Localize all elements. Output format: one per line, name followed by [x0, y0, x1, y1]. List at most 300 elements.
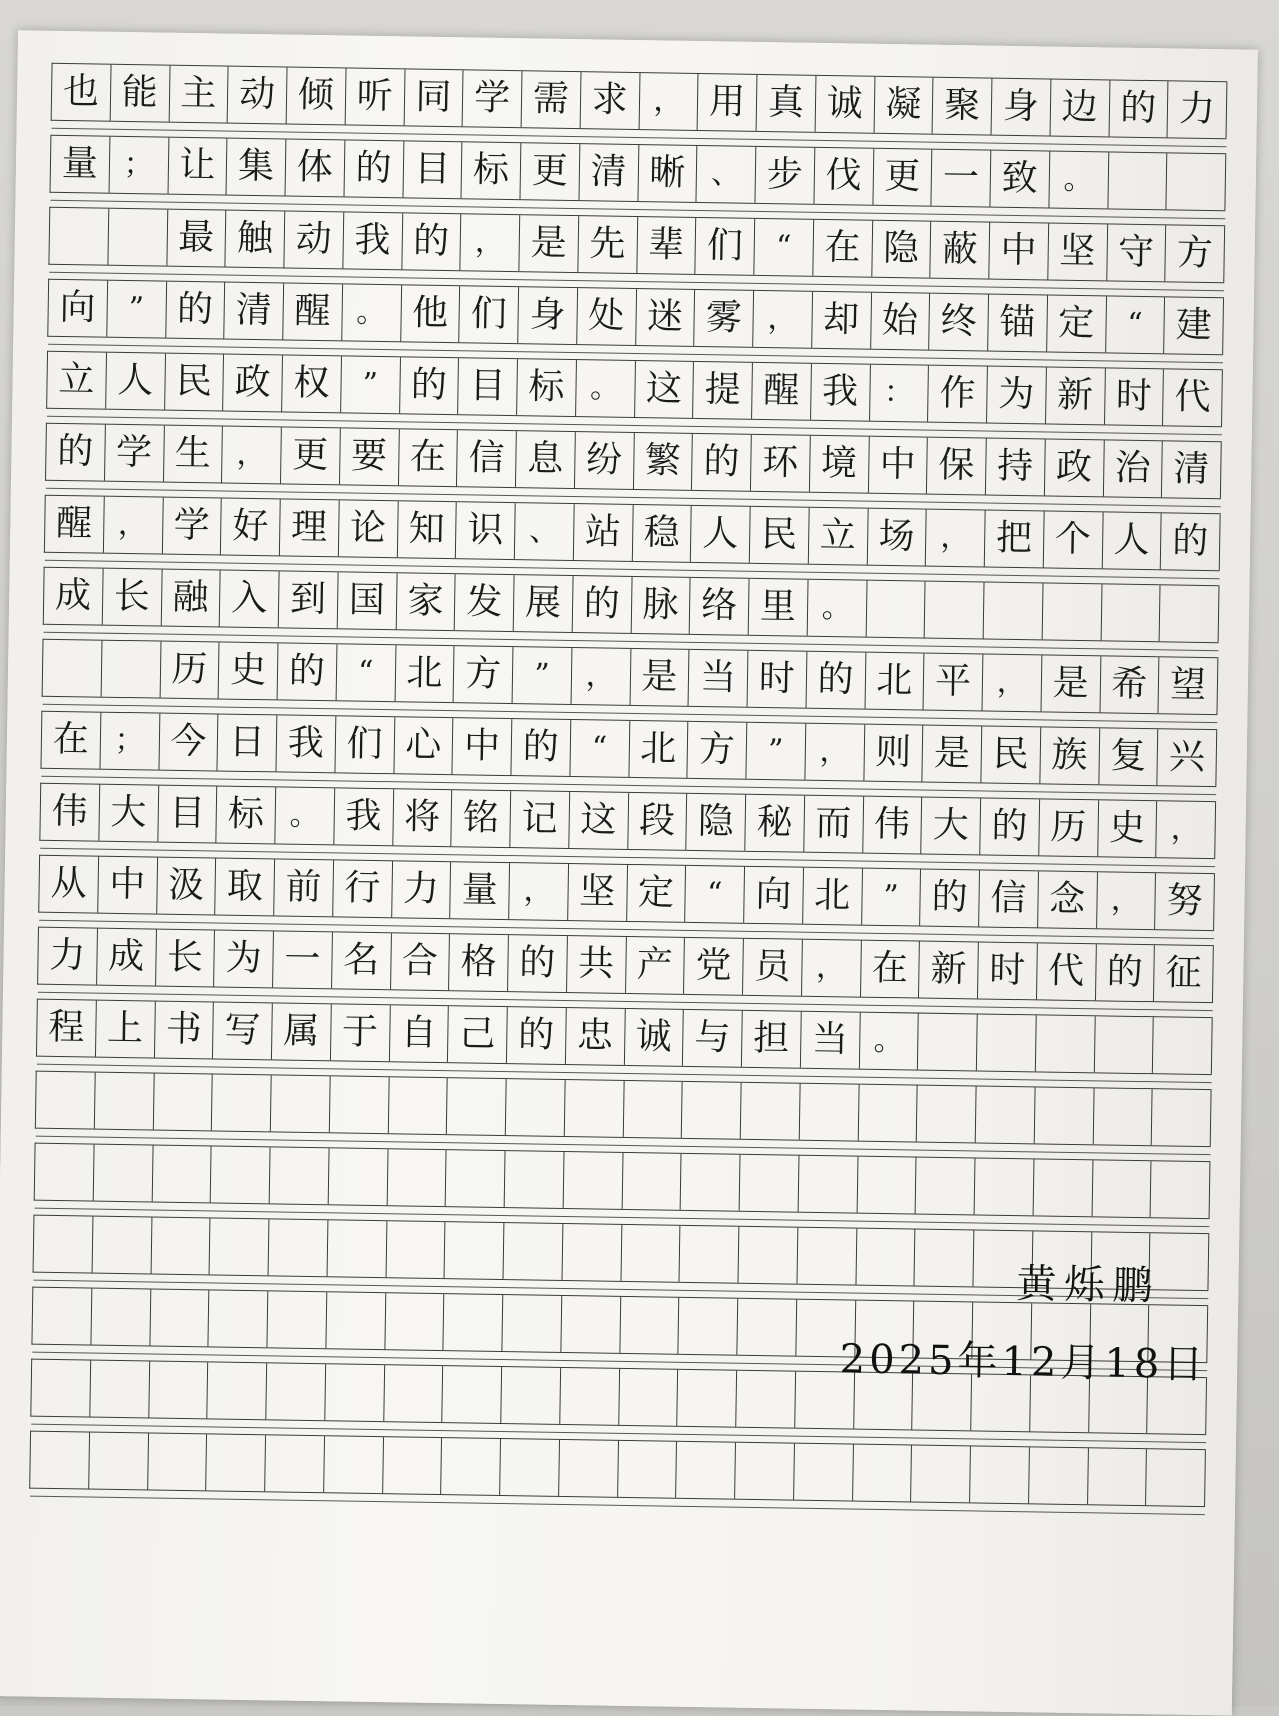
grid-cell: 的	[1095, 944, 1155, 1001]
grid-cell: 长	[156, 930, 216, 987]
grid-cell: ，	[104, 497, 164, 554]
grid-cell: 当	[689, 650, 749, 707]
grid-cell: 国	[337, 572, 397, 629]
grid-cell: 中	[989, 223, 1049, 280]
grid-cell: 向	[744, 867, 804, 924]
grid-cell	[676, 1442, 736, 1499]
grid-cell: 治	[1103, 440, 1163, 497]
grid-cell: 取	[215, 858, 275, 915]
grid-cell: 的	[402, 213, 462, 270]
grid-cell: 。	[275, 787, 335, 844]
grid-cell: 于	[331, 1004, 391, 1061]
grid-row	[45, 423, 1222, 499]
grid-cell: 息	[516, 431, 576, 488]
grid-cell: 前	[274, 859, 334, 916]
grid-cell: 脉	[631, 577, 691, 634]
grid-cell: 时	[1105, 368, 1165, 425]
grid-cell: ；	[109, 137, 169, 194]
grid-cell: 需	[522, 71, 582, 128]
grid-cell: 环	[751, 435, 811, 492]
grid-cell	[383, 1437, 443, 1494]
grid-cell: 成	[97, 929, 157, 986]
grid-cell: 晰	[638, 145, 698, 202]
grid-cell	[35, 1144, 95, 1201]
grid-cell	[925, 582, 985, 639]
grid-cell	[1093, 1088, 1153, 1145]
grid-cell	[1088, 1448, 1148, 1505]
grid-cell	[917, 1086, 977, 1143]
grid-row	[42, 639, 1219, 715]
grid-cell: ”	[107, 281, 167, 338]
grid-cell: 标	[517, 359, 577, 416]
grid-cell: 属	[272, 1003, 332, 1060]
grid-cell: 更	[873, 149, 933, 206]
grid-cell: 的	[46, 424, 106, 481]
grid-cell: 代	[1037, 943, 1097, 1000]
grid-cell: 征	[1154, 945, 1214, 1002]
grid-cell: 合	[391, 933, 451, 990]
grid-cell: 大	[922, 798, 982, 855]
grid-cell: 边	[1050, 79, 1110, 136]
grid-cell	[34, 1216, 94, 1273]
grid-cell: 发	[455, 574, 515, 631]
grid-cell: 坚	[568, 864, 628, 921]
grid-cell: 作	[928, 366, 988, 423]
grid-cell: 中	[868, 437, 928, 494]
grid-cell: 融	[161, 570, 221, 627]
grid-cell	[385, 1293, 445, 1350]
grid-cell	[504, 1223, 564, 1280]
grid-cell	[794, 1444, 854, 1501]
grid-cell	[210, 1218, 270, 1275]
grid-cell: 一	[932, 150, 992, 207]
grid-cell	[386, 1221, 446, 1278]
grid-cell	[799, 1084, 859, 1141]
grid-cell: 努	[1155, 873, 1215, 930]
grid-cell	[970, 1446, 1030, 1503]
grid-cell	[108, 209, 168, 266]
grid-cell: 论	[339, 500, 399, 557]
grid-cell: 建	[1164, 297, 1224, 354]
grid-cell: 权	[282, 355, 342, 412]
grid-cell	[561, 1296, 621, 1353]
grid-cell: 员	[743, 939, 803, 996]
grid-cell	[209, 1290, 269, 1347]
grid-cell: 更	[520, 143, 580, 200]
grid-cell: 纷	[575, 432, 635, 489]
grid-row	[40, 711, 1217, 787]
grid-cell: 与	[683, 1010, 743, 1067]
grid-cell: 繁	[633, 433, 693, 490]
grid-cell	[976, 1086, 1036, 1143]
grid-cell	[560, 1368, 620, 1425]
grid-cell: 先	[578, 216, 638, 273]
grid-cell: 的	[1161, 513, 1221, 570]
grid-cell: 的	[508, 935, 568, 992]
grid-cell	[327, 1220, 387, 1277]
grid-cell: 主	[169, 66, 229, 123]
grid-cell: 中	[98, 857, 158, 914]
grid-cell: 目	[458, 358, 518, 415]
grid-row	[51, 63, 1228, 139]
grid-cell: 我	[276, 715, 336, 772]
grid-cell: 求	[580, 72, 640, 129]
grid-cell: 平	[924, 654, 984, 711]
signature-date: 2025年12月18日	[839, 1336, 1208, 1389]
grid-cell	[1042, 583, 1102, 640]
grid-cell	[679, 1298, 739, 1355]
grid-cell: ；	[100, 713, 160, 770]
grid-cell: 更	[281, 427, 341, 484]
grid-cell	[975, 1158, 1035, 1215]
grid-cell	[326, 1292, 386, 1349]
grid-cell: 倾	[287, 67, 347, 124]
grid-cell: 的	[344, 140, 404, 197]
grid-cell: 当	[801, 1012, 861, 1069]
grid-cell: 的	[572, 576, 632, 633]
grid-cell: 个	[1044, 511, 1104, 568]
grid-cell: 上	[96, 1001, 156, 1058]
grid-cell: ，	[571, 648, 631, 705]
grid-cell	[620, 1297, 680, 1354]
grid-cell: 伐	[814, 148, 874, 205]
grid-cell: ，	[983, 655, 1043, 712]
grid-cell: 行	[333, 860, 393, 917]
grid-cell	[441, 1438, 501, 1495]
grid-cell: 时	[978, 942, 1038, 999]
grid-cell: 锚	[988, 295, 1048, 352]
grid-cell: 把	[985, 511, 1045, 568]
grid-cell: 向	[48, 280, 108, 337]
grid-cell: 产	[626, 937, 686, 994]
grid-cell	[856, 1229, 916, 1286]
grid-cell: 在	[41, 712, 101, 769]
grid-cell: 境	[810, 436, 870, 493]
grid-cell: ：	[870, 365, 930, 422]
grid-cell: ”	[513, 647, 573, 704]
grid-cell	[43, 640, 103, 697]
grid-cell: 体	[286, 139, 346, 196]
grid-cell	[502, 1295, 562, 1352]
grid-cell: 长	[103, 569, 163, 626]
grid-cell	[270, 1147, 330, 1204]
grid-cell: 历	[160, 642, 220, 699]
grid-cell: ，	[1156, 801, 1216, 858]
grid-cell	[736, 1371, 796, 1428]
grid-cell	[505, 1151, 565, 1208]
grid-cell: 史	[219, 643, 279, 700]
grid-cell: 隐	[872, 221, 932, 278]
grid-cell: “	[570, 720, 630, 777]
grid-cell: 到	[279, 571, 339, 628]
grid-cell: 自	[389, 1005, 449, 1062]
grid-cell: 迷	[636, 289, 696, 346]
grid-cell	[36, 1072, 96, 1129]
grid-cell: 凝	[874, 77, 934, 134]
grid-cell: ，	[753, 291, 813, 348]
grid-cell: 今	[159, 714, 219, 771]
grid-cell: 守	[1107, 224, 1167, 281]
grid-cell	[681, 1154, 741, 1211]
grid-cell: 念	[1038, 871, 1098, 928]
grid-cell: 力	[38, 928, 98, 985]
grid-cell: 在	[398, 429, 458, 486]
grid-cell: 的	[806, 652, 866, 709]
grid-cell: 北	[629, 721, 689, 778]
grid-cell	[206, 1434, 266, 1491]
grid-cell: 的	[511, 719, 571, 776]
grid-cell: 日	[218, 714, 278, 771]
grid-cell: 是	[630, 649, 690, 706]
grid-cell	[388, 1077, 448, 1134]
grid-cell: 让	[168, 138, 228, 195]
grid-cell: 们	[459, 286, 519, 343]
grid-cell: 量	[450, 862, 510, 919]
grid-cell	[741, 1083, 801, 1140]
grid-cell: 段	[628, 793, 688, 850]
grid-cell: 的	[692, 434, 752, 491]
grid-cell	[1152, 1089, 1212, 1146]
grid-cell	[101, 641, 161, 698]
grid-cell: 民	[981, 726, 1041, 783]
grid-cell	[90, 1361, 150, 1418]
grid-cell: 秘	[745, 795, 805, 852]
grid-cell: 络	[690, 578, 750, 635]
grid-cell: 在	[813, 220, 873, 277]
grid-cell	[623, 1081, 683, 1138]
grid-row	[50, 135, 1227, 211]
grid-cell	[330, 1076, 390, 1133]
grid-cell	[1146, 1449, 1206, 1506]
grid-cell	[266, 1363, 326, 1420]
grid-cell	[151, 1218, 211, 1275]
grid-cell: 希	[1100, 656, 1160, 713]
author-signature: 黄烁鹏	[1016, 1261, 1161, 1310]
grid-cell: 立	[809, 508, 869, 565]
grid-cell: 人	[1102, 512, 1162, 569]
grid-cell: ”	[341, 356, 401, 413]
grid-cell	[857, 1157, 917, 1214]
grid-cell	[49, 208, 109, 265]
grid-cell: 清	[225, 283, 285, 340]
grid-cell: 族	[1040, 727, 1100, 784]
grid-cell	[447, 1078, 507, 1135]
grid-cell: 持	[986, 439, 1046, 496]
grid-cell: 格	[449, 934, 509, 991]
grid-cell	[1153, 1017, 1213, 1074]
grid-cell: 伟	[40, 784, 100, 841]
grid-cell: 步	[755, 147, 815, 204]
grid-cell	[95, 1073, 155, 1130]
grid-cell	[500, 1439, 560, 1496]
grid-cell	[444, 1294, 504, 1351]
grid-cell: 立	[47, 352, 107, 409]
grid-cell	[1029, 1447, 1089, 1504]
grid-row	[35, 1071, 1212, 1147]
grid-cell: 政	[223, 355, 283, 412]
grid-cell: 知	[397, 501, 457, 558]
grid-cell: 入	[220, 571, 280, 628]
grid-cell: 历	[1039, 799, 1099, 856]
grid-cell: 站	[574, 504, 634, 561]
grid-cell: 展	[514, 575, 574, 632]
grid-cell: 民	[750, 507, 810, 564]
grid-cell: 的	[166, 282, 226, 339]
grid-cell: 、	[697, 146, 757, 203]
grid-cell: 在	[861, 941, 921, 998]
grid-cell	[1034, 1087, 1094, 1144]
grid-cell	[443, 1366, 503, 1423]
grid-cell	[559, 1440, 619, 1497]
grid-cell: 信	[979, 870, 1039, 927]
grid-cell: 醒	[752, 363, 812, 420]
grid-cell: 学	[105, 425, 165, 482]
grid-cell	[271, 1075, 331, 1132]
grid-cell: 同	[404, 69, 464, 126]
grid-cell: 望	[1159, 657, 1219, 714]
grid-cell: 处	[577, 288, 637, 345]
grid-cell: 。	[576, 360, 636, 417]
grid-cell	[208, 1362, 268, 1419]
grid-cell: 清	[579, 144, 639, 201]
grid-cell	[738, 1227, 798, 1284]
grid-cell	[150, 1290, 210, 1347]
grid-cell: 的	[278, 643, 338, 700]
grid-cell	[621, 1225, 681, 1282]
grid-cell: ”	[746, 723, 806, 780]
grid-cell: 要	[340, 428, 400, 485]
grid-cell: ，	[461, 214, 521, 271]
grid-cell: 中	[453, 718, 513, 775]
grid-cell: 稳	[632, 505, 692, 562]
grid-cell	[32, 1288, 92, 1345]
grid-cell	[984, 583, 1044, 640]
grid-cell: 时	[748, 651, 808, 708]
grid-cell	[92, 1217, 152, 1274]
grid-cell: 触	[226, 211, 286, 268]
grid-cell	[328, 1148, 388, 1205]
grid-cell: 听	[345, 68, 405, 125]
grid-cell	[501, 1367, 561, 1424]
grid-cell: 的	[507, 1007, 567, 1064]
grid-cell: ，	[639, 73, 699, 130]
grid-cell: 、	[515, 503, 575, 560]
grid-cell: 伟	[863, 797, 923, 854]
grid-cell: 蔽	[931, 222, 991, 279]
grid-cell: 新	[1046, 367, 1106, 424]
grid-cell: ，	[805, 724, 865, 781]
grid-cell: 坚	[1048, 223, 1108, 280]
grid-cell: 里	[749, 579, 809, 636]
grid-cell: 。	[859, 1013, 919, 1070]
grid-cell: 定	[1047, 295, 1107, 352]
grid-cell: 书	[154, 1002, 214, 1059]
grid-cell: 成	[44, 568, 104, 625]
grid-cell: 是	[923, 726, 983, 783]
grid-cell: 北	[395, 645, 455, 702]
grid-cell: 写	[213, 1002, 273, 1059]
grid-cell	[1101, 584, 1161, 641]
grid-cell	[1033, 1159, 1093, 1216]
grid-cell	[735, 1443, 795, 1500]
grid-cell: 生	[164, 426, 224, 483]
grid-cell: 北	[803, 868, 863, 925]
grid-cell: 大	[99, 785, 159, 842]
grid-cell: 醒	[45, 496, 105, 553]
grid-cell	[798, 1156, 858, 1213]
grid-cell	[31, 1360, 91, 1417]
grid-cell: 也	[52, 64, 112, 121]
grid-cell	[149, 1361, 209, 1418]
grid-cell	[622, 1153, 682, 1210]
grid-cell: 量	[51, 136, 111, 193]
grid-cell: 方	[1166, 225, 1226, 282]
grid-row	[37, 927, 1214, 1003]
grid-cell	[858, 1085, 918, 1142]
grid-row	[44, 495, 1221, 571]
grid-cell: 的	[1109, 80, 1169, 137]
grid-cell: 定	[627, 865, 687, 922]
grid-cell	[918, 1014, 978, 1071]
grid-cell	[1092, 1160, 1152, 1217]
grid-cell: 识	[456, 502, 516, 559]
grid-cell: 醒	[283, 283, 343, 340]
grid-cell: 。	[1049, 151, 1109, 208]
grid-cell	[153, 1074, 213, 1131]
grid-cell: 理	[280, 499, 340, 556]
grid-cell	[866, 581, 926, 638]
grid-cell: 从	[39, 856, 99, 913]
grid-cell: ，	[926, 510, 986, 567]
grid-cell	[1108, 152, 1168, 209]
grid-cell: 目	[403, 141, 463, 198]
grid-cell	[682, 1082, 742, 1139]
grid-cell: 。	[342, 284, 402, 341]
grid-cell: 的	[980, 798, 1040, 855]
grid-cell: 己	[448, 1006, 508, 1063]
grid-cell: “	[1106, 296, 1166, 353]
grid-cell: 辈	[637, 217, 697, 274]
grid-cell: 我	[334, 788, 394, 845]
grid-cell: “	[685, 866, 745, 923]
grid-cell: 兴	[1158, 729, 1218, 786]
grid-cell: 一	[273, 931, 333, 988]
grid-cell: 提	[693, 362, 753, 419]
grid-cell: 诚	[624, 1009, 684, 1066]
grid-cell: 政	[1045, 439, 1105, 496]
grid-cell: 标	[462, 142, 522, 199]
grid-cell: 将	[393, 789, 453, 846]
grid-cell: 记	[510, 791, 570, 848]
grid-cell: 清	[1162, 441, 1222, 498]
grid-cell: 动	[284, 211, 344, 268]
grid-cell: ，	[1097, 872, 1157, 929]
grid-row	[36, 999, 1213, 1075]
grid-cell: 身	[518, 287, 578, 344]
grid-row	[48, 207, 1225, 283]
grid-cell: 我	[343, 212, 403, 269]
grid-row	[39, 783, 1216, 859]
grid-cell	[680, 1226, 740, 1283]
grid-cell: 人	[106, 353, 166, 410]
grid-row	[43, 567, 1220, 643]
grid-cell: 诚	[815, 76, 875, 133]
grid-row	[29, 1431, 1206, 1507]
grid-cell	[325, 1364, 385, 1421]
grid-cell	[506, 1079, 566, 1136]
grid-cell: 能	[110, 65, 170, 122]
grid-cell: 是	[519, 215, 579, 272]
